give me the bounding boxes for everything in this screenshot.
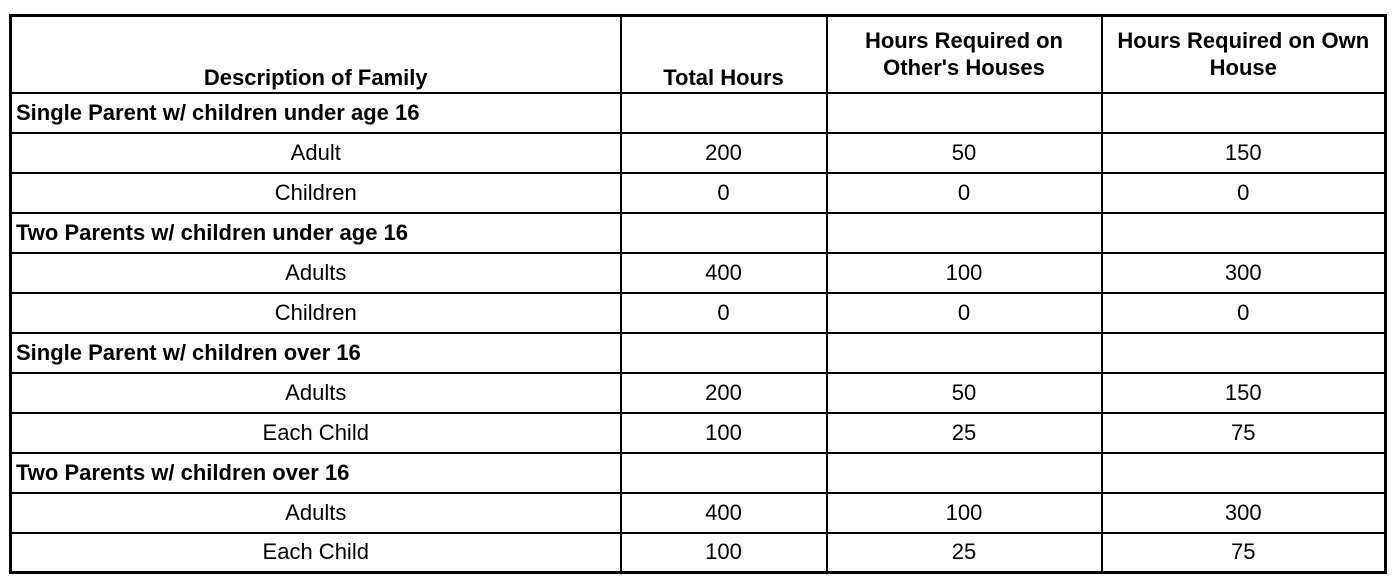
- total-hours-cell: 100: [621, 533, 827, 573]
- data-row: [11, 373, 1386, 413]
- header-row: [11, 16, 1386, 93]
- empty-cell: [827, 453, 1102, 493]
- empty-cell: [827, 213, 1102, 253]
- section-title-cell: Single Parent w/ children over 16: [11, 333, 621, 373]
- data-row: [11, 133, 1386, 173]
- others-houses-cell: 50: [827, 133, 1102, 173]
- row-label-cell: Adult: [11, 133, 621, 173]
- total-hours-cell: 400: [621, 493, 827, 533]
- others-houses-cell: 25: [827, 413, 1102, 453]
- column-header-others-houses: Hours Required on Other's Houses: [827, 16, 1102, 93]
- section-title-cell: Single Parent w/ children under age 16: [11, 93, 621, 133]
- data-row: [11, 173, 1386, 213]
- section-row: [11, 333, 1386, 373]
- empty-cell: [1102, 213, 1386, 253]
- row-label-cell: Adults: [11, 373, 621, 413]
- row-label-cell: Children: [11, 293, 621, 333]
- empty-cell: [1102, 333, 1386, 373]
- row-label-cell: Adults: [11, 253, 621, 293]
- row-label-cell: Each Child: [11, 413, 621, 453]
- empty-cell: [1102, 93, 1386, 133]
- own-house-cell: 75: [1102, 413, 1386, 453]
- own-house-cell: 0: [1102, 293, 1386, 333]
- others-houses-cell: 50: [827, 373, 1102, 413]
- data-row: [11, 533, 1386, 573]
- data-row: [11, 413, 1386, 453]
- section-row: [11, 93, 1386, 133]
- total-hours-cell: 0: [621, 293, 827, 333]
- section-title-cell: Two Parents w/ children over 16: [11, 453, 621, 493]
- empty-cell: [827, 333, 1102, 373]
- own-house-cell: 150: [1102, 133, 1386, 173]
- section-title-cell: Two Parents w/ children under age 16: [11, 213, 621, 253]
- others-houses-cell: 0: [827, 293, 1102, 333]
- own-house-cell: 0: [1102, 173, 1386, 213]
- section-row: [11, 453, 1386, 493]
- column-header-own-house: Hours Required on Own House: [1102, 16, 1386, 93]
- total-hours-cell: 200: [621, 373, 827, 413]
- own-house-cell: 150: [1102, 373, 1386, 413]
- section-row: [11, 213, 1386, 253]
- others-houses-cell: 100: [827, 493, 1102, 533]
- empty-cell: [621, 453, 827, 493]
- total-hours-cell: 0: [621, 173, 827, 213]
- empty-cell: [621, 213, 827, 253]
- total-hours-cell: 200: [621, 133, 827, 173]
- own-house-cell: 300: [1102, 253, 1386, 293]
- others-houses-cell: 0: [827, 173, 1102, 213]
- column-header-description: Description of Family: [11, 16, 621, 93]
- total-hours-cell: 400: [621, 253, 827, 293]
- empty-cell: [621, 333, 827, 373]
- data-row: [11, 493, 1386, 533]
- others-houses-cell: 25: [827, 533, 1102, 573]
- family-hours-table: [9, 14, 1387, 574]
- row-label-cell: Each Child: [11, 533, 621, 573]
- data-row: [11, 293, 1386, 333]
- own-house-cell: 75: [1102, 533, 1386, 573]
- empty-cell: [827, 93, 1102, 133]
- row-label-cell: Children: [11, 173, 621, 213]
- column-header-total-hours: Total Hours: [621, 16, 827, 93]
- row-label-cell: Adults: [11, 493, 621, 533]
- own-house-cell: 300: [1102, 493, 1386, 533]
- empty-cell: [1102, 453, 1386, 493]
- total-hours-cell: 100: [621, 413, 827, 453]
- empty-cell: [621, 93, 827, 133]
- data-row: [11, 253, 1386, 293]
- others-houses-cell: 100: [827, 253, 1102, 293]
